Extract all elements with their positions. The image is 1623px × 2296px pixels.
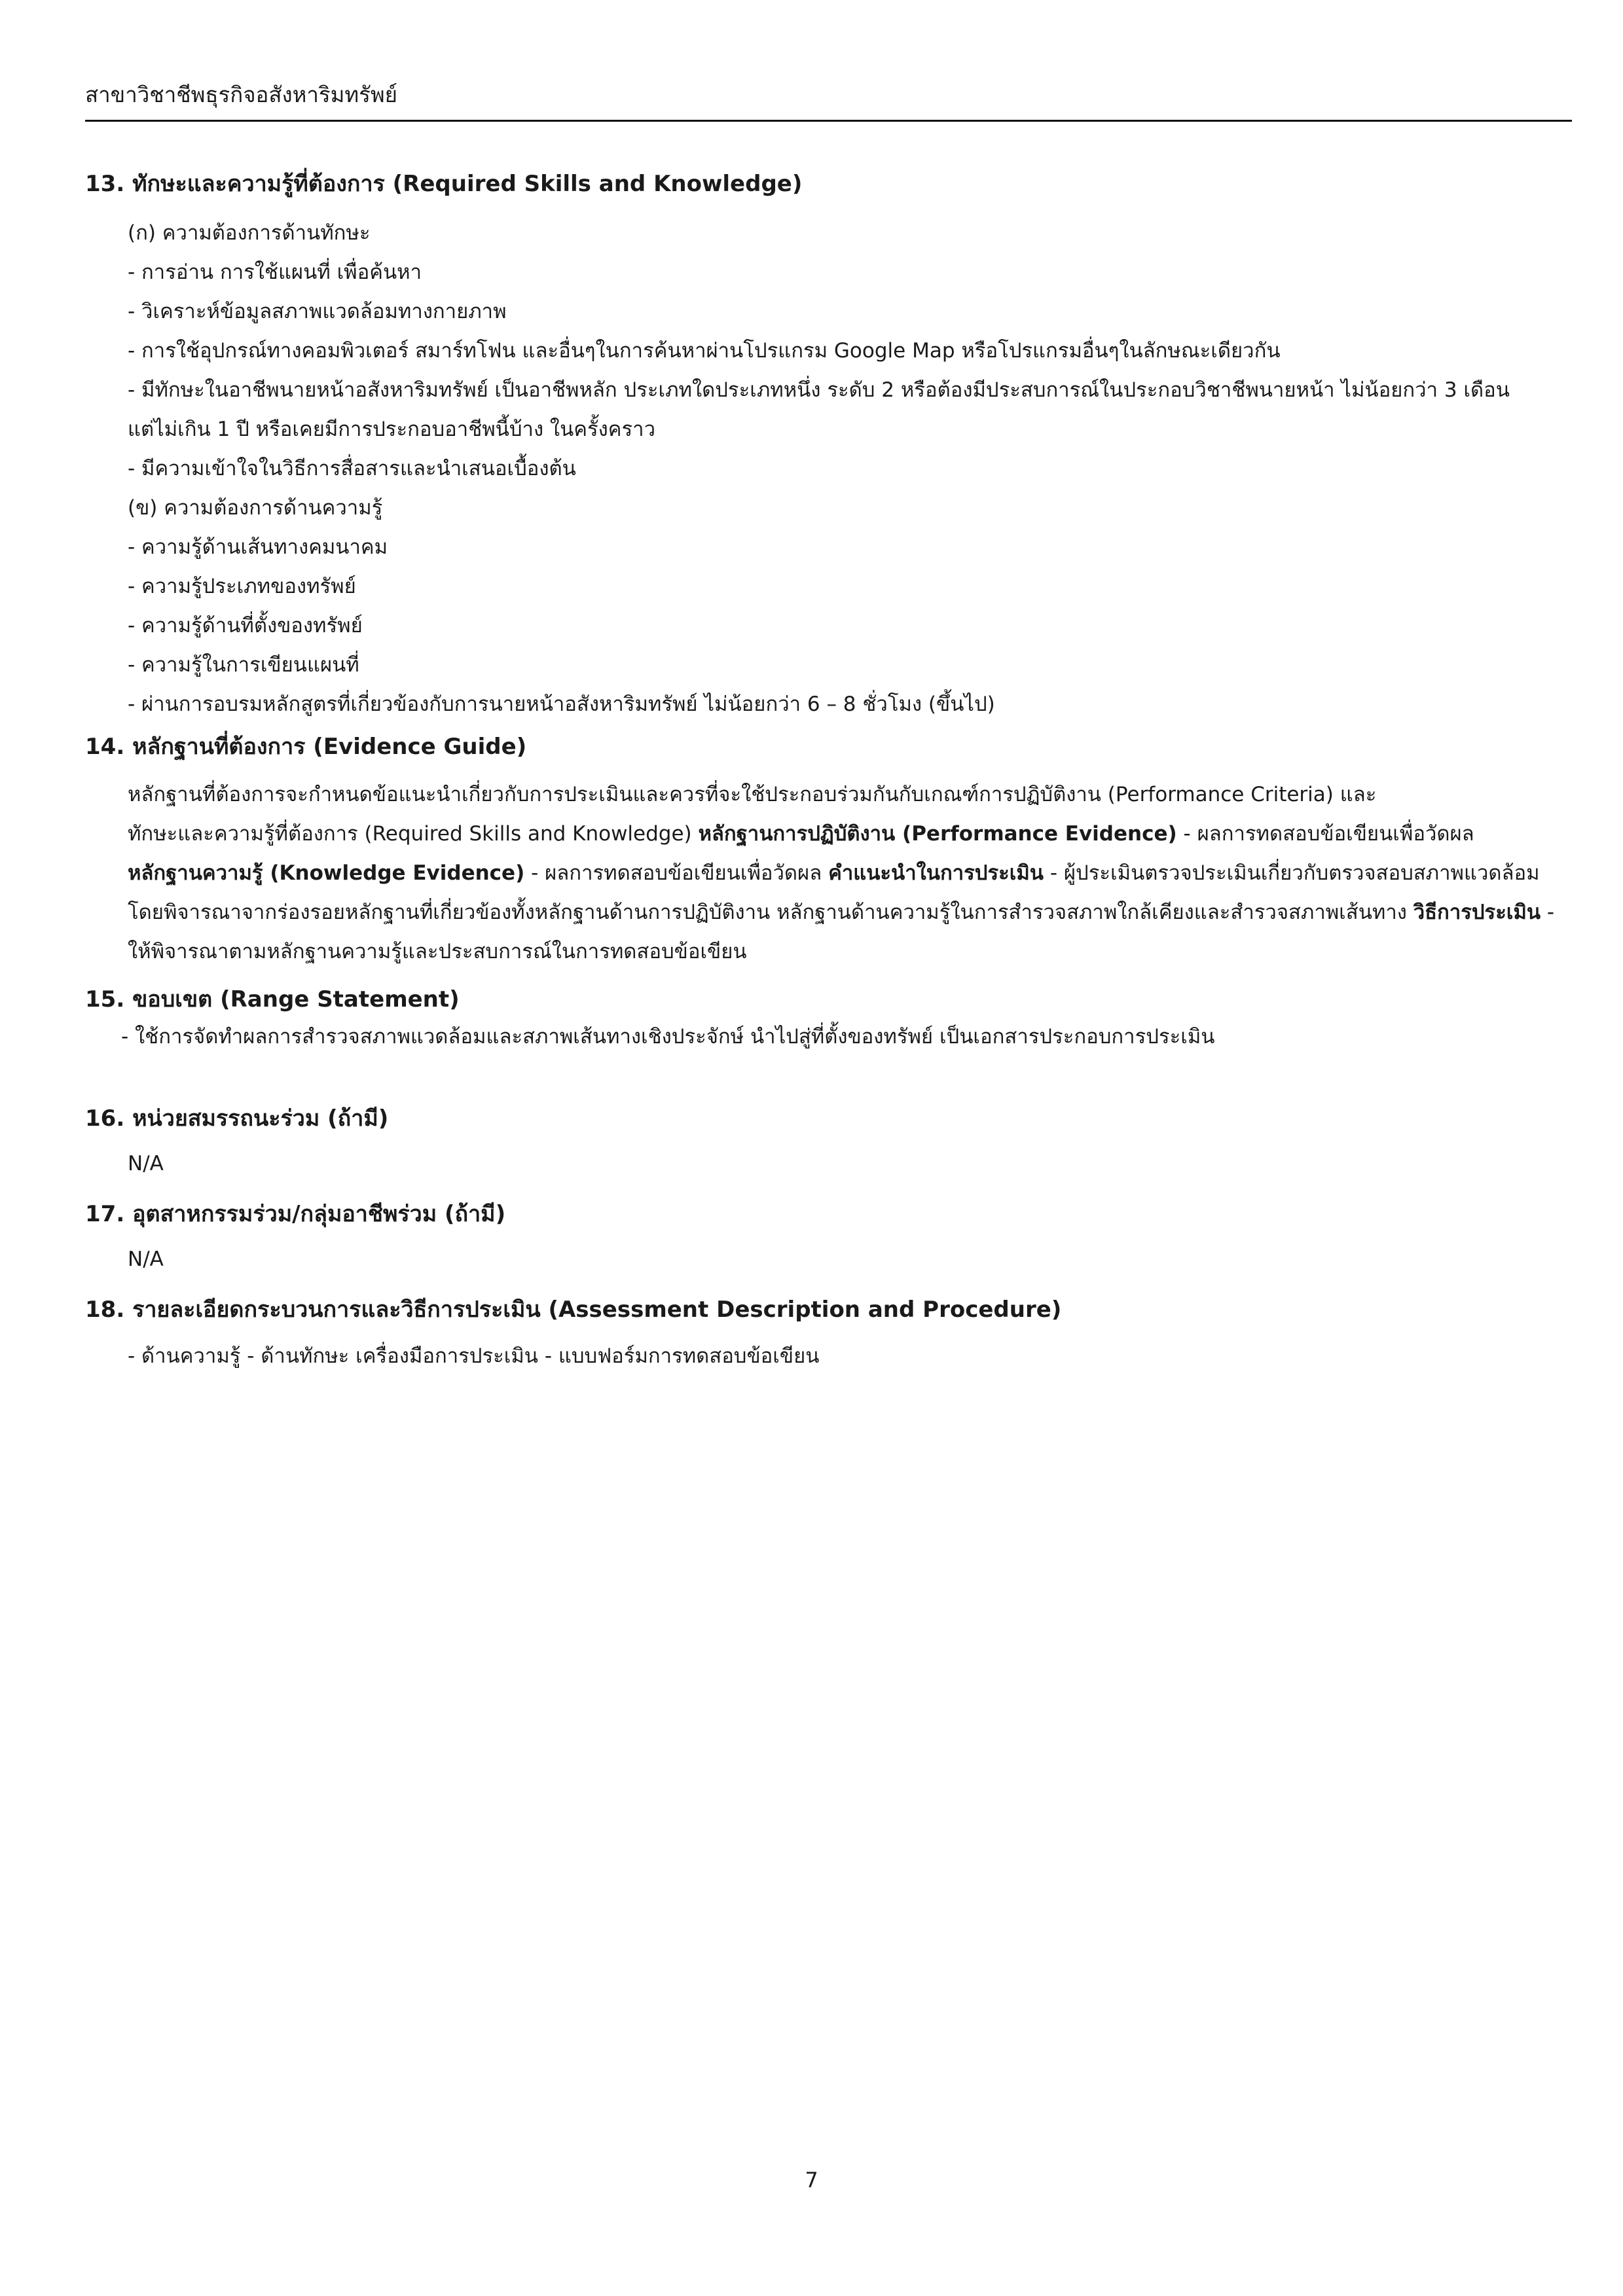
section-13-list	[85, 213, 1571, 724]
section-13	[85, 168, 1571, 213]
paragraph-line	[128, 814, 1571, 853]
range-statement-text: - ใช้การจัดทำผลการสำรวจสภาพแวดล้อมและสภาพเส้นทางเชิงประจักษ์ นำไปสู่ที่ตั้งของทรัพย์ เป็นเอกสารประกอบการประเมิน	[121, 1025, 1215, 1049]
section-title: 18. รายละเอียดกระบวนการและวิธีการประเมิน (Assessment Description and Procedure)	[85, 1297, 1062, 1323]
list-item: - ความรู้ด้านที่ตั้งของทรัพย์	[128, 614, 363, 637]
list-item: - วิเคราะห์ข้อมูลสภาพแวดล้อมทางกายภาพ	[128, 300, 507, 323]
section-title: 13. ทักษะและความรู้ที่ต้องการ (Required Skills and Knowledge)	[85, 171, 803, 197]
document-body	[85, 168, 1571, 1376]
assessment-guide-label: คำแนะนำในการประเมิน	[828, 861, 1044, 885]
text-run: - ผลการทดสอบข้อเขียนเพื่อวัดผล	[524, 861, 829, 885]
list-item: (ข) ความต้องการด้านความรู้	[128, 496, 383, 520]
paragraph-line	[128, 853, 1571, 893]
paragraph-line	[128, 893, 1571, 932]
section-16	[85, 1102, 1571, 1144]
list-item: - มีความเข้าใจในวิธีการสื่อสารและนำเสนอเบื้องต้น	[128, 457, 576, 480]
section-16-value: N/A	[128, 1152, 164, 1175]
list-item: - การอ่าน การใช้แผนที่ เพื่อค้นหา	[128, 260, 422, 284]
text-run: - ผลการทดสอบข้อเขียนเพื่อวัดผล	[1176, 822, 1474, 846]
paragraph-line: หลักฐานที่ต้องการจะกำหนดข้อแนะนำเกี่ยวกับการประเมินและควรที่จะใช้ประกอบร่วมกันกับเกณฑ์การปฏิบัติงาน (Performance Criteria) และ	[128, 783, 1377, 806]
text-run: - ผู้ประเมินตรวจประเมินเกี่ยวกับตรวจสอบสภาพแวดล้อม	[1044, 861, 1540, 885]
list-item: (ก) ความต้องการด้านทักษะ	[128, 221, 371, 245]
performance-evidence-label: หลักฐานการปฏิบัติงาน (Performance Evidence)	[698, 822, 1177, 846]
section-18	[85, 1293, 1571, 1336]
list-item: - ผ่านการอบรมหลักสูตรที่เกี่ยวข้องกับการนายหน้าอสังหาริมทรัพย์ ไม่น้อยกว่า 6 – 8 ชั่วโมง (ขึ้นไป)	[128, 692, 995, 716]
paragraph-line: ให้พิจารณาตามหลักฐานความรู้และประสบการณ์ในการทดสอบข้อเขียน	[128, 940, 747, 963]
section-title: 15. ขอบเขต (Range Statement)	[85, 986, 460, 1013]
document-header: สาขาวิชาชีพธุรกิจอสังหาริมทรัพย์	[85, 82, 397, 107]
list-item: - ความรู้ด้านเส้นทางคมนาคม	[128, 535, 388, 559]
section-title: 16. หน่วยสมรรถนะร่วม (ถ้ามี)	[85, 1105, 389, 1132]
section-15	[85, 983, 1571, 1017]
section-18-text: - ด้านความรู้ - ด้านทักษะ เครื่องมือการประเมิน - แบบฟอร์มการทดสอบข้อเขียน	[128, 1344, 820, 1368]
list-item: - การใช้อุปกรณ์ทางคอมพิวเตอร์ สมาร์ทโฟน และอื่นๆในการค้นหาผ่านโปรแกรม Google Map หรือโปรแกรมอื่นๆในลักษณะเดียวกัน	[128, 339, 1281, 363]
section-title: 14. หลักฐานที่ต้องการ (Evidence Guide)	[85, 734, 527, 760]
header-divider	[85, 120, 1572, 122]
assessment-method-label: วิธีการประเมิน	[1413, 901, 1541, 924]
text-run: ทักษะและความรู้ที่ต้องการ (Required Skills and Knowledge)	[128, 822, 699, 846]
text-run: โดยพิจารณาจากร่องรอยหลักฐานที่เกี่ยวข้องทั้งหลักฐานด้านการปฏิบัติงาน หลักฐานด้านความรู้ในการสำรวจสภาพใกล้เคียงและสำรวจสภาพเส้นทาง	[128, 901, 1413, 924]
section-title: 17. อุตสาหกรรมร่วม/กลุ่มอาชีพร่วม (ถ้ามี)	[85, 1201, 506, 1227]
evidence-guide-text	[85, 775, 1571, 971]
section-14	[85, 730, 1571, 775]
page-number: 7	[805, 2168, 818, 2193]
section-17-value: N/A	[128, 1247, 164, 1271]
section-17	[85, 1198, 1571, 1240]
text-run: -	[1541, 901, 1555, 924]
list-item: - มีทักษะในอาชีพนายหน้าอสังหาริมทรัพย์ เป็นอาชีพหลัก ประเภทใดประเภทหนึ่ง ระดับ 2 หรือต้องมีประสบการณ์ในประกอบวิชาชีพนายหน้า ไม่น้อยกว่า 3 เดือน	[128, 378, 1510, 402]
list-item: - ความรู้ประเภทของทรัพย์	[128, 575, 356, 598]
knowledge-evidence-label: หลักฐานความรู้ (Knowledge Evidence)	[128, 861, 525, 885]
list-item: แต่ไม่เกิน 1 ปี หรือเคยมีการประกอบอาชีพนี้บ้าง ในครั้งคราว	[128, 418, 655, 441]
list-item: - ความรู้ในการเขียนแผนที่	[128, 653, 359, 677]
